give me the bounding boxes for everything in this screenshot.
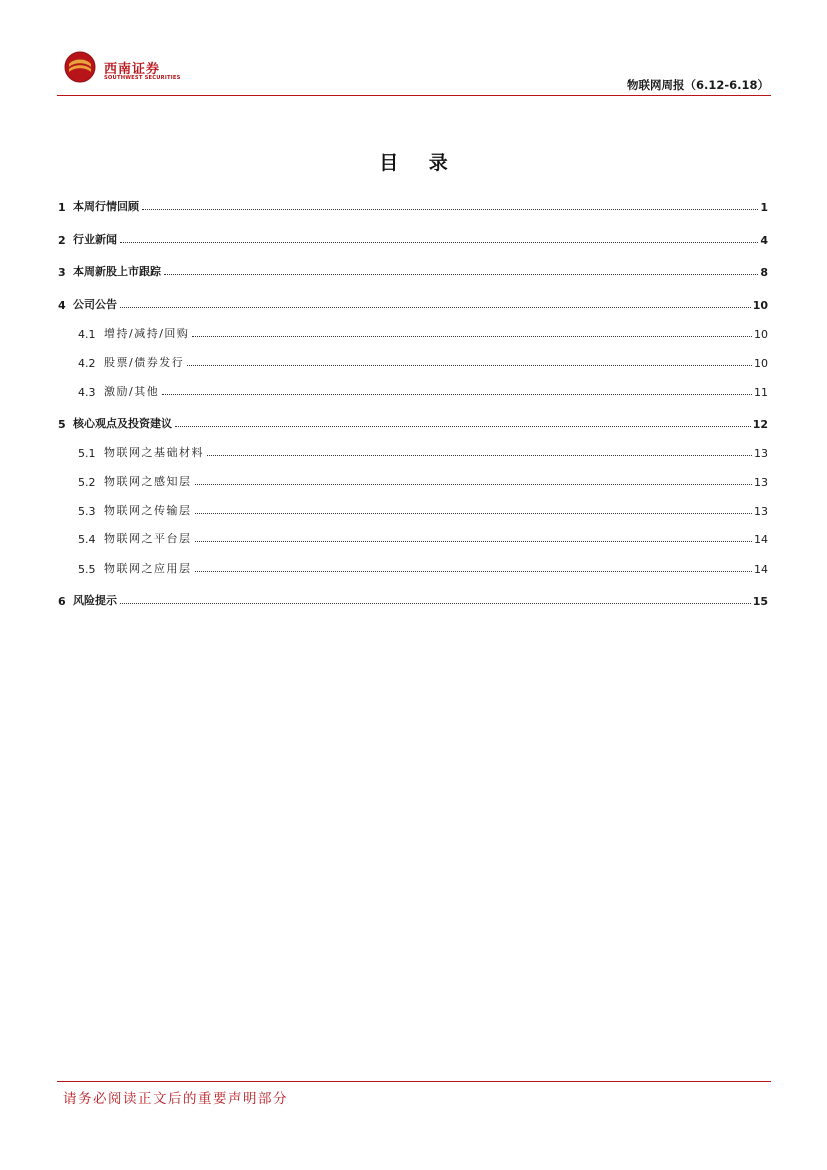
toc-entry-number: 1 <box>58 201 66 214</box>
toc-entry-number: 5.5 <box>78 563 96 576</box>
toc-entry-label: 股票/债券发行 <box>104 356 185 369</box>
toc-entry-page: 15 <box>752 595 768 608</box>
toc-entry-number: 5.3 <box>78 505 96 518</box>
disclaimer-note: 请务必阅读正文后的重要声明部分 <box>63 1091 288 1107</box>
toc-entry-label: 增持/减持/回购 <box>104 327 190 340</box>
toc-entry[interactable] <box>58 196 768 214</box>
toc-entry-page: 14 <box>754 533 768 546</box>
toc-entry-page: 13 <box>754 505 768 518</box>
toc-dot-leader <box>120 241 758 243</box>
toc-entry-page: 12 <box>752 418 768 431</box>
toc-entry-page: 14 <box>754 563 768 576</box>
toc-entry[interactable] <box>58 381 768 399</box>
toc-entry-label: 激励/其他 <box>104 385 160 398</box>
toc-entry-number: 5 <box>58 418 66 431</box>
toc-dot-leader <box>120 602 751 604</box>
page-header <box>57 48 771 96</box>
toc-entry[interactable] <box>58 352 768 370</box>
toc-entry[interactable] <box>58 229 768 247</box>
toc-entry-number: 4.3 <box>78 386 96 399</box>
toc-entry-page: 13 <box>754 447 768 460</box>
toc-entry-number: 5.4 <box>78 533 96 546</box>
toc-dot-leader <box>207 454 752 456</box>
toc-dot-leader <box>195 570 753 572</box>
toc-entry-label: 物联网之传输层 <box>104 504 192 517</box>
toc-entry-label: 物联网之基础材料 <box>104 446 204 459</box>
toc-dot-leader <box>195 540 753 542</box>
toc-entry-label: 核心观点及投资建议 <box>73 417 172 430</box>
toc-entry[interactable] <box>58 528 768 546</box>
toc-dot-leader <box>162 393 752 395</box>
toc-dot-leader <box>164 273 758 275</box>
logo-chinese-name: 西南证券 <box>104 62 161 77</box>
toc-entry-page: 10 <box>752 299 768 312</box>
toc-entry-page: 10 <box>754 357 768 370</box>
toc-entry-label: 本周新股上市跟踪 <box>73 265 161 278</box>
toc-heading: 目 录 <box>379 152 460 174</box>
toc-dot-leader <box>187 364 752 366</box>
toc-entry[interactable] <box>58 590 768 608</box>
toc-entry-label: 行业新闻 <box>73 233 117 246</box>
toc-entry-page: 8 <box>760 266 768 279</box>
toc-entry-number: 3 <box>58 266 66 279</box>
toc-entry[interactable] <box>58 442 768 460</box>
toc-dot-leader <box>142 208 758 210</box>
toc-entry[interactable] <box>58 413 768 431</box>
company-logo <box>63 50 181 86</box>
toc-entry-number: 2 <box>58 234 66 247</box>
report-title: 物联网周报（6.12-6.18） <box>626 78 769 92</box>
toc-entry[interactable] <box>58 294 768 312</box>
toc-dot-leader <box>120 306 751 308</box>
toc-entry-page: 13 <box>754 476 768 489</box>
toc-dot-leader <box>192 335 752 337</box>
toc-entry-page: 4 <box>760 234 768 247</box>
toc-dot-leader <box>175 425 751 427</box>
header-divider <box>57 95 771 96</box>
toc-entry[interactable] <box>58 500 768 518</box>
toc-entry-label: 物联网之应用层 <box>104 562 192 575</box>
toc-entry-page: 1 <box>760 201 768 214</box>
toc-entry-number: 4 <box>58 299 66 312</box>
toc-entry-number: 6 <box>58 595 66 608</box>
toc-entry-label: 风险提示 <box>73 594 117 607</box>
footer-divider <box>57 1081 771 1082</box>
toc-entry-number: 4.1 <box>78 328 96 341</box>
toc-dot-leader <box>195 483 753 485</box>
toc-entry-label: 本周行情回顾 <box>73 200 139 213</box>
southwest-securities-logo-icon <box>63 50 97 84</box>
toc-entry[interactable] <box>58 471 768 489</box>
toc-entry-number: 5.2 <box>78 476 96 489</box>
logo-english-name: SOUTHWEST SECURITIES <box>104 75 181 81</box>
toc-dot-leader <box>195 512 753 514</box>
toc-entry[interactable] <box>58 261 768 279</box>
toc-entry-label: 物联网之平台层 <box>104 532 192 545</box>
toc-entry-label: 公司公告 <box>73 298 117 311</box>
toc-entry-number: 4.2 <box>78 357 96 370</box>
toc-entry[interactable] <box>58 558 768 576</box>
toc-entry-label: 物联网之感知层 <box>104 475 192 488</box>
toc-entry-page: 10 <box>754 328 768 341</box>
toc-entry[interactable] <box>58 323 768 341</box>
toc-entry-page: 11 <box>754 386 768 399</box>
toc-entry-number: 5.1 <box>78 447 96 460</box>
